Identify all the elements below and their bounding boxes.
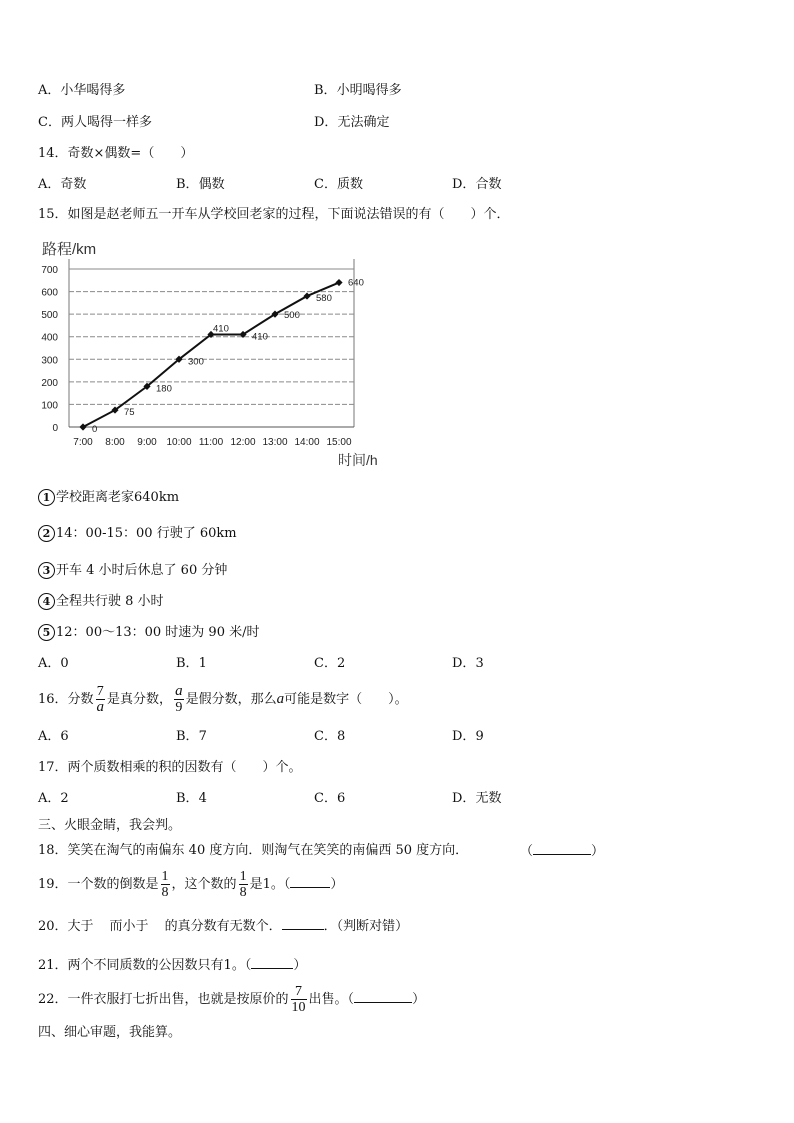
- data-label: 300: [188, 356, 204, 368]
- q13-option-c: C．两人喝得一样多: [38, 115, 152, 130]
- x-tick-label: 8:00: [105, 437, 125, 448]
- circled-number: 1: [38, 489, 55, 506]
- q14-stem: 14．奇数×偶数=（ ）: [38, 146, 194, 161]
- fraction: $\frac{1}{8}$: [161, 869, 169, 900]
- y-tick-label: 500: [41, 310, 58, 322]
- q13-option-a: A．小华喝得多: [38, 83, 126, 98]
- q17-option-b: B．4: [176, 791, 207, 806]
- circled-number: 5: [38, 624, 55, 641]
- x-tick-label: 13:00: [262, 437, 288, 448]
- q21-stem: 21．两个不同质数的公因数只有1。（ ）: [38, 958, 307, 973]
- x-tick-label: 9:00: [137, 437, 157, 448]
- q16-option-d: D．9: [452, 729, 484, 744]
- q16-option-b: B．7: [176, 729, 207, 744]
- answer-blank[interactable]: [282, 917, 324, 930]
- q20-stem: 20．大于 而小于 的真分数有无数个． ．（判断对错）: [38, 919, 409, 934]
- q18-answer: （ ）: [520, 844, 605, 859]
- y-tick-label: 0: [52, 423, 58, 434]
- q14-option-a: A．奇数: [38, 177, 87, 192]
- x-tick-label: 15:00: [326, 437, 352, 448]
- data-label: 180: [156, 383, 172, 395]
- data-point: [79, 423, 86, 430]
- q15-statement-5: 5 12：00～13：00 时速为 90 米/时: [38, 624, 260, 642]
- circled-number: 2: [38, 525, 55, 542]
- chart-xlabel: 时间/h: [338, 452, 378, 468]
- x-tick-label: 11:00: [198, 437, 224, 448]
- y-tick-label: 600: [41, 287, 58, 299]
- q15-option-a: A．0: [38, 656, 69, 671]
- fraction: $\frac{7}{10}$: [291, 984, 306, 1015]
- x-tick-label: 7:00: [73, 437, 93, 448]
- chart-ylabel: 路程/km: [42, 241, 97, 258]
- x-tick-label: 12:00: [230, 437, 256, 448]
- answer-blank[interactable]: [290, 875, 330, 888]
- q22-stem: 22．一件衣服打七折出售，也就是按原价的 $\frac{7}{10}$ 出售。（ ）: [38, 984, 426, 1015]
- q17-stem: 17．两个质数相乘的积的因数有（ ）个。: [38, 760, 302, 775]
- x-tick-label: 14:00: [294, 437, 320, 448]
- section-4-heading: 四、细心审题，我能算。: [38, 1025, 182, 1040]
- data-label: 500: [284, 310, 300, 322]
- q13-option-d: D．无法确定: [314, 115, 390, 130]
- q15-statement-4: 4 全程共行驶 8 小时: [38, 593, 164, 611]
- q15-option-d: D．3: [452, 656, 484, 671]
- q15-option-b: B．1: [176, 656, 207, 671]
- q17-option-a: A．2: [38, 791, 69, 806]
- q15-stem: 15．如图是赵老师五一开车从学校回老家的过程，下面说法错误的有（ ）个．: [38, 207, 510, 222]
- q14-option-c: C．质数: [314, 177, 363, 192]
- q16-option-c: C．8: [314, 729, 346, 744]
- answer-blank[interactable]: [251, 956, 293, 969]
- q16-option-a: A．6: [38, 729, 69, 744]
- y-tick-label: 400: [41, 332, 58, 344]
- q14-option-b: B．偶数: [176, 177, 225, 192]
- series-line: [83, 283, 339, 427]
- distance-time-chart: [36, 234, 396, 474]
- q17-option-d: D．无数: [452, 791, 502, 806]
- fraction: $\frac{7}{a}$: [96, 684, 105, 715]
- answer-blank[interactable]: [533, 842, 591, 855]
- q17-option-c: C．6: [314, 791, 346, 806]
- data-point: [335, 279, 342, 286]
- q19-stem: 19．一个数的倒数是 $\frac{1}{8}$ ，这个数的 $\frac{1}{8}$ 是1。（ ）: [38, 869, 344, 900]
- section-3-heading: 三、火眼金睛，我会判。: [38, 818, 182, 833]
- q16-stem: 16．分数 $\frac{7}{a}$ 是真分数， $\frac{a}{9}$ 是假分数，那么a可能是数字（ ）。: [38, 683, 408, 715]
- fraction: $\frac{a}{9}$: [175, 683, 183, 715]
- q18-stem: 18．笑笑在淘气的南偏东 40 度方向．则淘气在笑笑的南偏西 50 度方向．: [38, 843, 469, 858]
- q15-option-c: C．2: [314, 656, 346, 671]
- q15-statement-3: 3 开车 4 小时后休息了 60 分钟: [38, 562, 227, 580]
- q15-statement-1: 1 学校距离老家640km: [38, 489, 179, 507]
- answer-blank[interactable]: [354, 990, 412, 1003]
- data-label: 0: [92, 424, 98, 435]
- y-tick-label: 200: [41, 377, 58, 389]
- circled-number: 4: [38, 593, 55, 610]
- y-tick-label: 700: [41, 265, 58, 276]
- data-label: 75: [124, 407, 135, 419]
- circled-number: 3: [38, 562, 55, 579]
- fraction: $\frac{1}{8}$: [239, 869, 247, 900]
- y-tick-label: 100: [41, 400, 58, 412]
- data-label: 640: [348, 277, 364, 289]
- q15-statement-2: 2 14：00-15：00 行驶了 60km: [38, 525, 237, 543]
- x-tick-label: 10:00: [166, 437, 192, 448]
- data-label: 580: [316, 293, 332, 305]
- q14-option-d: D．合数: [452, 177, 502, 192]
- data-label: 410: [213, 323, 229, 335]
- y-tick-label: 300: [41, 355, 58, 367]
- data-label: 410: [252, 331, 268, 343]
- q13-option-b: B．小明喝得多: [314, 83, 402, 98]
